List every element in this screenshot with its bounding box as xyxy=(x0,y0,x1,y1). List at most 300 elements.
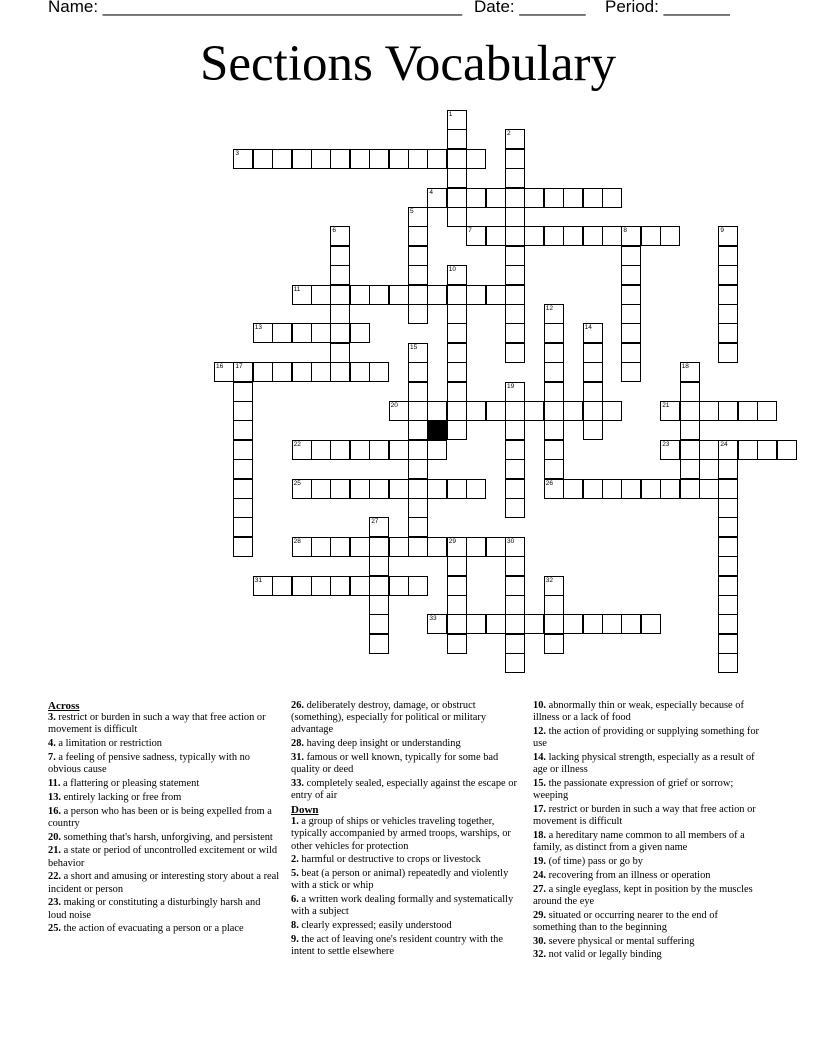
grid-cell[interactable] xyxy=(408,401,428,421)
grid-cell[interactable] xyxy=(233,440,253,460)
clue-text: the passionate expression of grief or sorrow; weeping xyxy=(533,778,734,802)
clue-number-label: 20 xyxy=(390,402,398,409)
grid-cell[interactable] xyxy=(389,149,409,169)
grid-cell[interactable] xyxy=(718,479,738,499)
grid-cell[interactable] xyxy=(544,420,564,440)
grid-cell[interactable] xyxy=(311,362,331,382)
grid-cell[interactable] xyxy=(505,479,525,499)
grid-cell[interactable] xyxy=(447,304,467,324)
grid-cell[interactable] xyxy=(680,420,700,440)
grid-cell[interactable] xyxy=(447,207,467,227)
grid-cell[interactable] xyxy=(505,207,525,227)
grid-cell[interactable] xyxy=(544,634,564,654)
grid-cell[interactable] xyxy=(544,382,564,402)
grid-cell[interactable] xyxy=(330,323,350,343)
grid-cell[interactable] xyxy=(505,440,525,460)
grid-cell[interactable] xyxy=(408,517,428,537)
clues-column-3 xyxy=(533,700,763,963)
grid-cell[interactable] xyxy=(486,188,506,208)
clue-text: a hereditary name common to all members of a family, as distinct from a given name xyxy=(533,830,745,854)
grid-cell[interactable] xyxy=(718,556,738,576)
grid-cell[interactable] xyxy=(292,323,312,343)
grid-cell[interactable] xyxy=(718,614,738,634)
grid-cell[interactable] xyxy=(621,614,641,634)
grid-cell[interactable] xyxy=(408,459,428,479)
grid-cell[interactable] xyxy=(447,168,467,188)
grid-cell[interactable] xyxy=(602,188,622,208)
grid-cell[interactable] xyxy=(718,576,738,596)
grid-cell[interactable] xyxy=(253,362,273,382)
grid-cell[interactable] xyxy=(369,440,389,460)
grid-cell[interactable] xyxy=(486,401,506,421)
grid-cell[interactable] xyxy=(505,576,525,596)
grid-cell[interactable] xyxy=(544,226,564,246)
grid-cell[interactable] xyxy=(311,576,331,596)
clue-text: recovering from an illness or operation xyxy=(546,869,711,881)
name-field: Name: ______________________________________ xyxy=(48,0,463,16)
grid-cell[interactable] xyxy=(680,401,700,421)
grid-cell[interactable] xyxy=(272,576,292,596)
grid-cell[interactable] xyxy=(330,149,350,169)
clue-text: completely sealed, especially against the escape or entry of air xyxy=(291,778,517,802)
grid-cell[interactable] xyxy=(466,401,486,421)
grid-cell[interactable] xyxy=(466,149,486,169)
grid-cell[interactable] xyxy=(544,323,564,343)
clue-number: 12. xyxy=(533,726,546,737)
grid-cell[interactable] xyxy=(369,556,389,576)
grid-cell[interactable] xyxy=(447,479,467,499)
grid-cell[interactable] xyxy=(505,343,525,363)
grid-cell[interactable] xyxy=(233,517,253,537)
grid-cell[interactable] xyxy=(408,304,428,324)
clue-number: 19. xyxy=(533,856,546,867)
grid-cell[interactable] xyxy=(621,479,641,499)
grid-cell[interactable] xyxy=(718,343,738,363)
grid-cell[interactable] xyxy=(563,401,583,421)
grid-cell[interactable] xyxy=(330,285,350,305)
down-clue xyxy=(533,870,763,882)
grid-cell[interactable] xyxy=(369,285,389,305)
grid-cell[interactable] xyxy=(486,285,506,305)
grid-cell[interactable] xyxy=(583,343,603,363)
grid-cell[interactable] xyxy=(505,188,525,208)
grid-cell[interactable] xyxy=(505,246,525,266)
clue-number-label: 8 xyxy=(623,227,628,235)
grid-cell[interactable] xyxy=(777,440,797,460)
grid-cell[interactable] xyxy=(563,614,583,634)
clue-number-label: 11 xyxy=(293,285,301,293)
grid-cell[interactable] xyxy=(408,537,428,557)
grid-cell[interactable] xyxy=(350,323,370,343)
clue-number-label: 27 xyxy=(371,518,379,526)
clue-number: 25. xyxy=(48,923,61,935)
grid-cell[interactable] xyxy=(447,129,467,149)
grid-cell[interactable] xyxy=(738,401,758,421)
grid-cell[interactable] xyxy=(292,149,312,169)
grid-cell[interactable] xyxy=(505,323,525,343)
grid-cell[interactable] xyxy=(369,634,389,654)
grid-cell[interactable] xyxy=(408,479,428,499)
down-clue xyxy=(291,854,525,866)
clue-number: 9. xyxy=(291,934,299,945)
grid-cell[interactable] xyxy=(330,246,350,266)
grid-cell[interactable] xyxy=(447,382,467,402)
clue-number: 1. xyxy=(291,816,299,828)
grid-cell[interactable] xyxy=(350,440,370,460)
grid-cell[interactable] xyxy=(660,226,680,246)
grid-cell[interactable] xyxy=(505,420,525,440)
grid-cell[interactable] xyxy=(718,498,738,518)
grid-cell[interactable] xyxy=(408,362,428,382)
clue-text: the action of providing or supplying something for use xyxy=(533,726,759,750)
grid-cell[interactable] xyxy=(233,537,253,557)
grid-cell[interactable] xyxy=(369,576,389,596)
grid-cell[interactable] xyxy=(718,246,738,266)
clue-number: 21. xyxy=(48,845,61,857)
grid-cell[interactable] xyxy=(680,440,700,460)
grid-cell[interactable] xyxy=(505,226,525,246)
grid-cell[interactable] xyxy=(544,614,564,634)
grid-cell[interactable] xyxy=(408,382,428,402)
across-clue xyxy=(48,806,280,830)
clue-number-label: 6 xyxy=(332,227,337,235)
across-clue xyxy=(291,700,525,737)
grid-cell[interactable] xyxy=(311,440,331,460)
clue-text: abnormally thin or weak, especially because of illness or a lack of food xyxy=(533,700,744,724)
grid-cell[interactable] xyxy=(583,226,603,246)
grid-cell[interactable] xyxy=(602,401,622,421)
clue-number: 31. xyxy=(291,752,304,763)
grid-cell[interactable] xyxy=(330,576,350,596)
down-clue xyxy=(291,934,525,958)
down-clue xyxy=(533,726,763,750)
grid-cell[interactable] xyxy=(757,440,777,460)
grid-cell[interactable] xyxy=(233,498,253,518)
grid-cell[interactable] xyxy=(680,459,700,479)
grid-cell[interactable] xyxy=(583,479,603,499)
grid-cell[interactable] xyxy=(718,459,738,479)
grid-cell[interactable] xyxy=(350,576,370,596)
grid-cell[interactable] xyxy=(466,479,486,499)
grid-cell[interactable] xyxy=(524,401,544,421)
grid-cell[interactable] xyxy=(466,614,486,634)
grid-cell[interactable] xyxy=(583,401,603,421)
grid-cell[interactable] xyxy=(350,149,370,169)
grid-cell[interactable] xyxy=(505,168,525,188)
clue-number-label: 13 xyxy=(254,324,263,332)
grid-cell[interactable] xyxy=(427,149,447,169)
grid-cell[interactable] xyxy=(389,440,409,460)
down-clue xyxy=(533,804,763,828)
grid-cell[interactable] xyxy=(292,576,312,596)
grid-cell[interactable] xyxy=(389,576,409,596)
across-clue xyxy=(48,923,280,935)
clue-text: entirely lacking or free from xyxy=(61,791,182,803)
grid-cell[interactable] xyxy=(544,595,564,615)
grid-cell[interactable] xyxy=(583,382,603,402)
grid-cell[interactable] xyxy=(330,440,350,460)
grid-cell[interactable] xyxy=(233,401,253,421)
grid-cell[interactable] xyxy=(447,595,467,615)
grid-cell[interactable] xyxy=(718,323,738,343)
grid-cell[interactable] xyxy=(408,285,428,305)
grid-cell[interactable] xyxy=(350,285,370,305)
grid-cell[interactable] xyxy=(408,420,428,440)
grid-cell[interactable] xyxy=(389,537,409,557)
clue-number-label: 18 xyxy=(681,363,689,371)
clue-text: beat (a person or animal) repeatedly and violently with a stick or whip xyxy=(291,868,509,892)
grid-cell[interactable] xyxy=(718,653,738,673)
grid-cell[interactable] xyxy=(447,285,467,305)
grid-cell[interactable] xyxy=(389,285,409,305)
clue-number: 11. xyxy=(48,778,61,789)
clue-number-label: 26 xyxy=(545,479,554,487)
across-clue xyxy=(291,778,525,802)
down-heading: Down xyxy=(291,804,319,816)
across-clue xyxy=(48,712,280,736)
grid-cell[interactable] xyxy=(311,479,331,499)
grid-cell[interactable] xyxy=(505,614,525,634)
across-clue xyxy=(48,845,280,869)
grid-cell[interactable] xyxy=(660,479,680,499)
grid-cell[interactable] xyxy=(330,304,350,324)
grid-cell[interactable] xyxy=(505,556,525,576)
grid-cell[interactable] xyxy=(621,343,641,363)
grid-cell[interactable] xyxy=(369,537,389,557)
clue-text: a group of ships or vehicles traveling together, typically accompanied by armed troops, warships, or other vehicles for protection xyxy=(291,816,511,852)
grid-cell[interactable] xyxy=(757,401,777,421)
grid-cell[interactable] xyxy=(505,459,525,479)
across-clue xyxy=(48,897,280,921)
grid-cell[interactable] xyxy=(330,265,350,285)
grid-cell[interactable] xyxy=(718,634,738,654)
grid-cell[interactable] xyxy=(602,226,622,246)
clue-number: 14. xyxy=(533,752,546,763)
grid-cell[interactable] xyxy=(447,634,467,654)
grid-cell[interactable] xyxy=(369,614,389,634)
grid-cell[interactable] xyxy=(486,226,506,246)
grid-cell[interactable] xyxy=(427,537,447,557)
clue-text: famous or well known, typically for some bad quality or deed xyxy=(291,752,499,776)
grid-cell[interactable] xyxy=(505,265,525,285)
down-clue xyxy=(291,868,525,892)
grid-cell[interactable] xyxy=(427,285,447,305)
grid-cell[interactable] xyxy=(718,285,738,305)
clue-number-label: 31 xyxy=(254,576,263,584)
grid-cell[interactable] xyxy=(699,440,719,460)
grid-cell[interactable] xyxy=(292,362,312,382)
grid-cell[interactable] xyxy=(447,343,467,363)
grid-cell[interactable] xyxy=(621,285,641,305)
date-field: Date: _______ xyxy=(474,0,586,16)
down-clue xyxy=(533,884,763,908)
clue-number: 23. xyxy=(48,897,61,909)
grid-cell[interactable] xyxy=(350,537,370,557)
grid-cell[interactable] xyxy=(544,459,564,479)
grid-cell[interactable] xyxy=(408,265,428,285)
grid-cell[interactable] xyxy=(621,246,641,266)
grid-cell[interactable] xyxy=(447,401,467,421)
period-field: Period: _______ xyxy=(605,0,730,16)
clue-text: a short and amusing or interesting story about a real incident or person xyxy=(48,871,280,895)
grid-cell[interactable] xyxy=(641,479,661,499)
grid-cell[interactable] xyxy=(718,304,738,324)
grid-cell[interactable] xyxy=(311,323,331,343)
grid-cell[interactable] xyxy=(330,362,350,382)
grid-cell[interactable] xyxy=(718,265,738,285)
grid-cell[interactable] xyxy=(602,479,622,499)
grid-cell[interactable] xyxy=(505,498,525,518)
grid-cell[interactable] xyxy=(330,343,350,363)
down-clue xyxy=(291,816,525,853)
clue-number: 29. xyxy=(533,909,546,921)
clue-number-label: 28 xyxy=(293,537,301,545)
grid-cell[interactable] xyxy=(699,401,719,421)
grid-cell[interactable] xyxy=(718,401,738,421)
clue-text: the act of leaving one's resident country with the intent to settle elsewhere xyxy=(291,934,503,958)
grid-cell[interactable] xyxy=(641,614,661,634)
grid-cell[interactable] xyxy=(427,479,447,499)
grid-cell[interactable] xyxy=(427,440,447,460)
grid-cell[interactable] xyxy=(447,576,467,596)
grid-cell[interactable] xyxy=(524,614,544,634)
grid-cell[interactable] xyxy=(544,401,564,421)
grid-cell[interactable] xyxy=(486,537,506,557)
grid-cell[interactable] xyxy=(350,479,370,499)
clue-number-label: 33 xyxy=(429,615,437,623)
down-clue xyxy=(533,949,763,961)
clue-text: a feeling of pensive sadness, typically with no obvious cause xyxy=(48,752,250,776)
grid-cell[interactable] xyxy=(466,285,486,305)
grid-cell[interactable] xyxy=(505,285,525,305)
grid-cell[interactable] xyxy=(233,459,253,479)
grid-cell[interactable] xyxy=(621,304,641,324)
grid-cell[interactable] xyxy=(330,479,350,499)
grid-cell[interactable] xyxy=(330,537,350,557)
grid-cell[interactable] xyxy=(369,595,389,615)
clue-text: having deep insight or understanding xyxy=(304,738,461,750)
grid-cell[interactable] xyxy=(408,149,428,169)
grid-cell[interactable] xyxy=(486,614,506,634)
clue-text: severe physical or mental suffering xyxy=(546,935,695,947)
across-clue xyxy=(48,832,280,844)
page-title: Sections Vocabulary xyxy=(200,36,616,92)
grid-cell[interactable] xyxy=(621,362,641,382)
grid-cell[interactable] xyxy=(272,149,292,169)
grid-cell[interactable] xyxy=(544,440,564,460)
grid-cell[interactable] xyxy=(233,479,253,499)
clue-number-label: 12 xyxy=(545,305,554,312)
grid-cell[interactable] xyxy=(602,614,622,634)
grid-cell[interactable] xyxy=(466,188,486,208)
grid-cell[interactable] xyxy=(544,188,564,208)
grid-cell[interactable] xyxy=(505,595,525,615)
grid-cell[interactable] xyxy=(408,440,428,460)
grid-cell[interactable] xyxy=(447,149,467,169)
grid-cell[interactable] xyxy=(505,653,525,673)
grid-cell[interactable] xyxy=(505,634,525,654)
clue-number-label: 2 xyxy=(507,130,511,138)
grid-cell[interactable] xyxy=(699,479,719,499)
across-clue xyxy=(291,738,525,750)
grid-cell[interactable] xyxy=(718,537,738,557)
clue-number-label: 9 xyxy=(720,227,725,235)
grid-cell[interactable] xyxy=(408,226,428,246)
clue-text: the action of evacuating a person or a place xyxy=(61,923,244,935)
clue-number: 33. xyxy=(291,778,304,789)
grid-cell[interactable] xyxy=(447,188,467,208)
grid-cell[interactable] xyxy=(272,362,292,382)
grid-cell[interactable] xyxy=(350,362,370,382)
grid-cell[interactable] xyxy=(447,323,467,343)
clue-number-label: 30 xyxy=(507,537,515,545)
grid-cell[interactable] xyxy=(272,323,292,343)
grid-cell[interactable] xyxy=(369,479,389,499)
grid-cell[interactable] xyxy=(389,479,409,499)
grid-cell[interactable] xyxy=(311,149,331,169)
clue-number-label: 19 xyxy=(507,382,515,390)
grid-cell[interactable] xyxy=(233,420,253,440)
grid-cell[interactable] xyxy=(718,517,738,537)
grid-cell[interactable] xyxy=(621,323,641,343)
grid-cell[interactable] xyxy=(583,614,603,634)
clue-text: (of time) pass or go by xyxy=(546,856,643,867)
grid-cell[interactable] xyxy=(718,595,738,615)
grid-cell[interactable] xyxy=(524,226,544,246)
grid-cell[interactable] xyxy=(544,343,564,363)
across-clue xyxy=(48,778,280,790)
grid-cell[interactable] xyxy=(311,285,331,305)
grid-cell[interactable] xyxy=(311,537,331,557)
grid-cell[interactable] xyxy=(524,188,544,208)
clue-number: 8. xyxy=(291,920,299,932)
grid-cell[interactable] xyxy=(369,362,389,382)
grid-cell[interactable] xyxy=(505,401,525,421)
grid-cell[interactable] xyxy=(447,362,467,382)
grid-cell[interactable] xyxy=(680,382,700,402)
clue-text: a written work dealing formally and systematically with a subject xyxy=(291,894,514,918)
grid-cell[interactable] xyxy=(408,576,428,596)
grid-cell[interactable] xyxy=(369,149,389,169)
grid-cell[interactable] xyxy=(563,188,583,208)
grid-cell[interactable] xyxy=(233,382,253,402)
grid-cell[interactable] xyxy=(253,149,273,169)
grid-cell[interactable] xyxy=(408,498,428,518)
grid-cell[interactable] xyxy=(621,265,641,285)
grid-cell[interactable] xyxy=(583,420,603,440)
grid-cell[interactable] xyxy=(505,149,525,169)
clue-number: 3. xyxy=(48,712,56,724)
grid-cell[interactable] xyxy=(466,537,486,557)
grid-cell[interactable] xyxy=(641,226,661,246)
grid-cell[interactable] xyxy=(563,226,583,246)
grid-cell[interactable] xyxy=(738,440,758,460)
grid-cell[interactable] xyxy=(408,246,428,266)
grid-cell[interactable] xyxy=(447,420,467,440)
grid-cell[interactable] xyxy=(563,479,583,499)
grid-cell[interactable] xyxy=(544,362,564,382)
grid-cell[interactable] xyxy=(447,556,467,576)
grid-cell[interactable] xyxy=(447,614,467,634)
grid-cell[interactable] xyxy=(505,304,525,324)
grid-cell[interactable] xyxy=(427,401,447,421)
grid-cell[interactable] xyxy=(583,188,603,208)
grid-cell[interactable] xyxy=(680,479,700,499)
down-clue xyxy=(291,894,525,918)
grid-cell[interactable] xyxy=(583,362,603,382)
clue-number: 17. xyxy=(533,804,546,815)
clue-number: 13. xyxy=(48,791,61,803)
